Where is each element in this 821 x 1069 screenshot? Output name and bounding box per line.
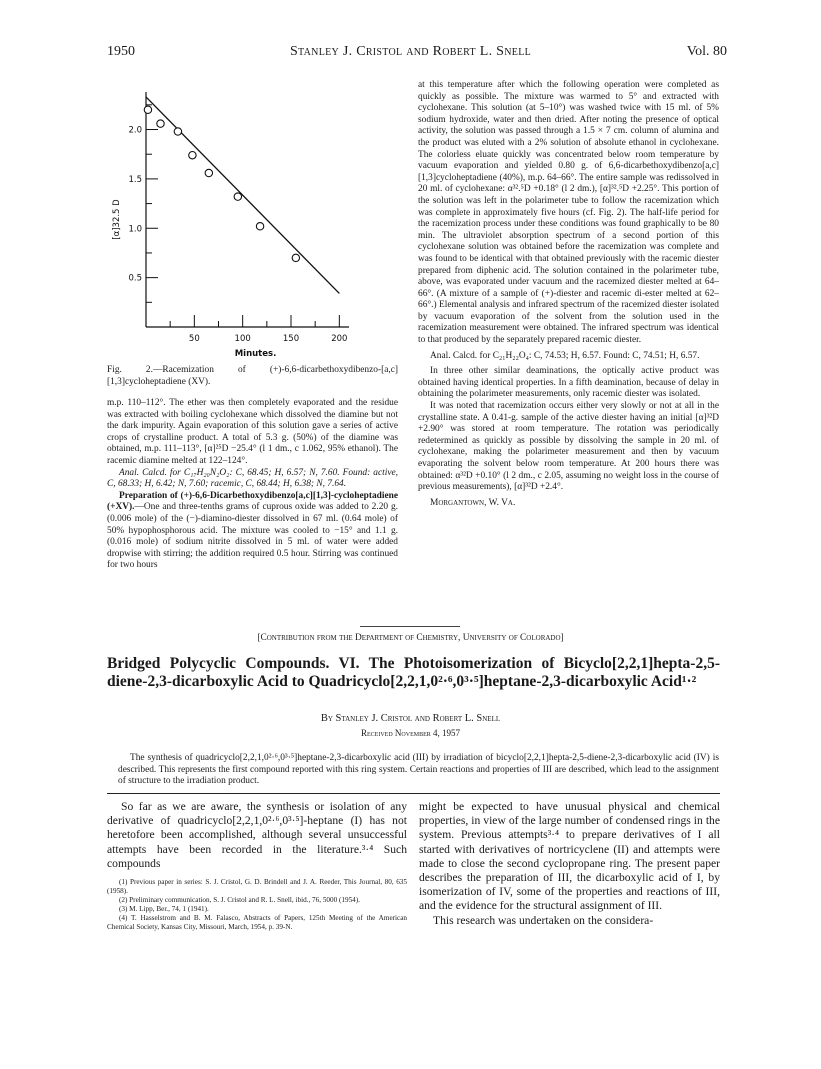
right-paragraph-3: It was noted that racemization occurs either very slowly or not at all in the crystalline state. A 0.41-g. sample of the active diester having an initial [α]³²D +2.90° was stored at room temperature. The rotation was periodically redetermined as quickly as possible by dissolving the sample in 20 ml. of cyclohexane, making the polarimeter measurement and then by vacuum evaporating the solvent below room temperature. At 200 hours there was obtained: α³²D +0.10° (l 2 dm., c 2.05, assuming no weight loss in the course of previous measurements), [α]³²D +2.4°. bbox=[418, 401, 719, 493]
prep-heading: Preparation of (+)-6,6-Dicarbethoxydibenzo[a,c][1,3]-cycloheptadiene (+XV). bbox=[107, 490, 398, 513]
footnote-1: (1) Previous paper in series: S. J. Cristol, G. D. Brindell and J. A. Reeder, This Journal, 80, 635 (1958). bbox=[107, 878, 407, 895]
fit-line bbox=[146, 97, 339, 293]
right-paragraph: at this temperature after which the following operation were completed as quickly as possible. The mixture was warmed to 5° and extracted with cyclohexane. This solution (at 5–10°) was washed twice with 15 ml. of 5% sodium hydroxide, water and then dried. After noting the presence of optical activity, the solution was passed through a 1.5 × 7 cm. column of alumina and the product was eluted with a 2% solution of absolute ethanol in cyclohexane. The colorless eluate quickly was concentrated below room temperature by vacuum evaporation and yielded 0.80 g. of 6,6-dicarbethoxydibenzo[a,c][1,3]cycloheptadiene (40%), m.p. 64–66°. The entire sample was redissolved in 20 ml. of cyclohexane: α³².⁵D +0.18° (l 2 dm.), [α]³².⁵D +2.25°. This portion of the solution was left in the polarimeter tube to follow the racemization which was complete in approximately five hours (cf. Fig. 2). The half-life period for the racemization process under these conditions was found graphically to be 80 min. The ultraviolet absorption spectrum of a second portion of this cyclohexane solution was obtained before the racemization was complete and was found to be identical with that obtained previously with the racemic diester prepared from diphenic acid. The solution contained in the polarimeter tube, above, was evaporated under vacuum and the racemized diester melted at 64–66°. (A mixture of a sample of (+)-diester and racemic di-ester melted at 62–66°.) Elemental analysis and infrared spectrum of the racemized diester isolated by vacuum evaporation of the solvent from the solution used in the racemization measurement were obtained. The infrared spectrum was identical to that produced by the separately prepared racemic diester. bbox=[418, 80, 719, 346]
x-tick-label: 50 bbox=[188, 334, 200, 344]
data-point bbox=[189, 151, 196, 158]
right-analysis: Anal. Calcd. for C₂₁H₂₂O₄: C, 74.53; H, 6.57. Found: C, 74.51; H, 6.57. bbox=[430, 350, 700, 361]
left-analysis: Anal. Calcd. for C₁₇H₂₀N₂O₂: C, 68.45; H, 6.57; N, 7.60. Found: active, C, 68.33; H, 6.42; N, 7.60; racemic, C, 68.44; H, 6.38; N, 7.64. bbox=[107, 467, 398, 490]
data-point bbox=[256, 223, 263, 230]
body-right-column bbox=[419, 800, 720, 928]
footnote-2: (2) Preliminary communication, S. J. Cristol and R. L. Snell, ibid., 76, 5000 (1954). bbox=[119, 896, 360, 904]
right-paragraph-2: In three other similar deaminations, the optically active product was obtained having identical properties. In a fifth deamination, because of delay in obtaining the polarimeter measurements, only racemic diester was isolated. bbox=[418, 366, 719, 400]
body-left-column bbox=[107, 800, 407, 871]
body-paragraph: This research was undertaken on the considera- bbox=[433, 913, 654, 927]
article-authors: By Stanley J. Cristol and Robert L. Snell bbox=[320, 713, 501, 724]
data-point bbox=[292, 254, 299, 261]
x-tick-label: 100 bbox=[234, 334, 251, 344]
abstract: The synthesis of quadricyclo[2,2,1,0²·⁶,0³·⁵]heptane-2,3-dicarboxylic acid (III) by irradiation of bicyclo[2,2,1]hepta-2,5-diene-2,3-dicarboxylic acid (IV) is described. This represents the first compound reported with this ring system. Certain reactions and properties of III are described, which lead to the assignment of structure to the irradiation product. bbox=[118, 753, 719, 787]
body-paragraph: So far as we are aware, the synthesis or isolation of any derivative of quadricyclo[2,2,1,0²·⁶,0³·⁵]-heptane (I) has not heretofore been accomplished, although several unsuccessful attempts have been recorded in the literature.³·⁴ Such compounds bbox=[107, 800, 407, 870]
footnote-3: (3) M. Lipp, Ber., 74, 1 (1941). bbox=[119, 905, 209, 913]
y-tick-label: 1.0 bbox=[128, 224, 142, 235]
x-axis-label: Minutes. bbox=[234, 349, 277, 359]
abstract-rule bbox=[107, 793, 720, 794]
data-point bbox=[174, 128, 181, 135]
article-title: Bridged Polycyclic Compounds. VI. The Photoisomerization of Bicyclo[2,2,1]hepta-2,5-diene-2,3-dicarboxylic Acid to Quadricyclo[2,2,1,0²·⁶,0³·⁵]heptane-2,3-dicarboxylic Acid¹·² bbox=[107, 655, 720, 690]
data-point bbox=[157, 120, 164, 127]
footnote-4: (4) T. Hasselstrom and B. M. Falasco, Abstracts of Papers, 125th Meeting of the American Chemical Society, Kansas City, Missouri, March, 1954, p. 39-N. bbox=[107, 914, 407, 931]
x-tick-label: 150 bbox=[282, 334, 300, 344]
figure-caption: Fig. 2.—Racemization of (+)-6,6-dicarbethoxydibenzo-[a,c][1,3]cycloheptadiene (XV). bbox=[107, 365, 398, 387]
received-date: Received November 4, 1957 bbox=[361, 728, 460, 738]
prep-paragraph bbox=[107, 491, 398, 572]
page-number: 1950 bbox=[107, 44, 135, 59]
racemization-chart bbox=[107, 82, 402, 364]
signoff-location: Morgantown, W. Va. bbox=[430, 497, 516, 508]
right-column bbox=[418, 80, 719, 509]
left-paragraph: m.p. 110–112°. The ether was then completely evaporated and the residue was extracted with boiling cyclohexane which dissolved the diamine but not the dark impurity. Again evaporation of this solution gave a series of active crops of crystalline product. A total of 5.3 g. (50%) of the diamine was obtained, m.p. 111–113°, [α]²⁵D −25.4° (l 1 dm., c 1.062, 95% ethanol). The racemic diamine melted at 122–124°. bbox=[107, 398, 398, 466]
left-column bbox=[107, 398, 398, 572]
y-tick-label: 1.5 bbox=[128, 174, 142, 185]
y-axis-label: [α]32.5 D bbox=[112, 199, 122, 240]
running-head: Stanley J. Cristol and Robert L. Snell bbox=[289, 44, 532, 59]
data-point bbox=[205, 169, 212, 176]
data-point bbox=[144, 106, 151, 113]
volume-label: Vol. 80 bbox=[686, 44, 727, 59]
y-tick-label: 2.0 bbox=[128, 125, 142, 136]
y-tick-label: 0.5 bbox=[128, 273, 142, 284]
contribution-line: [Contribution from the Department of Chemistry, University of Colorado] bbox=[257, 633, 564, 643]
prep-text: —One and three-tenths grams of cuprous oxide was added to 2.20 g. (0.006 mole) of the (−)-diamino-diester dissolved in 67 ml. (0.64 mole) of 50% hypophosphorous acid. The mixture was cooled to −15° and 1.1 g. (0.016 mole) of sodium nitrite dissolved in 5 ml. of water were added dropwise with stirring; the addition required 0.5 hour. Stirring was continued for two hours bbox=[107, 502, 398, 571]
body-paragraph: might be expected to have unusual physical and chemical properties, in view of the large number of condensed rings in the system. Previous attempts³·⁴ to prepare derivatives of I all started with derivatives of nortricyclene (II) and attempts were made to close the second cyclopropane ring. The present paper describes the preparation of III, the dicarboxylic acid of I, by isomerization of IV, some of the properties and reactions of III, and the evidence for the structural assignment of III. bbox=[419, 800, 720, 913]
data-point bbox=[234, 193, 241, 200]
x-tick-label: 200 bbox=[331, 334, 348, 344]
section-divider bbox=[360, 626, 460, 627]
footnotes bbox=[107, 878, 407, 932]
